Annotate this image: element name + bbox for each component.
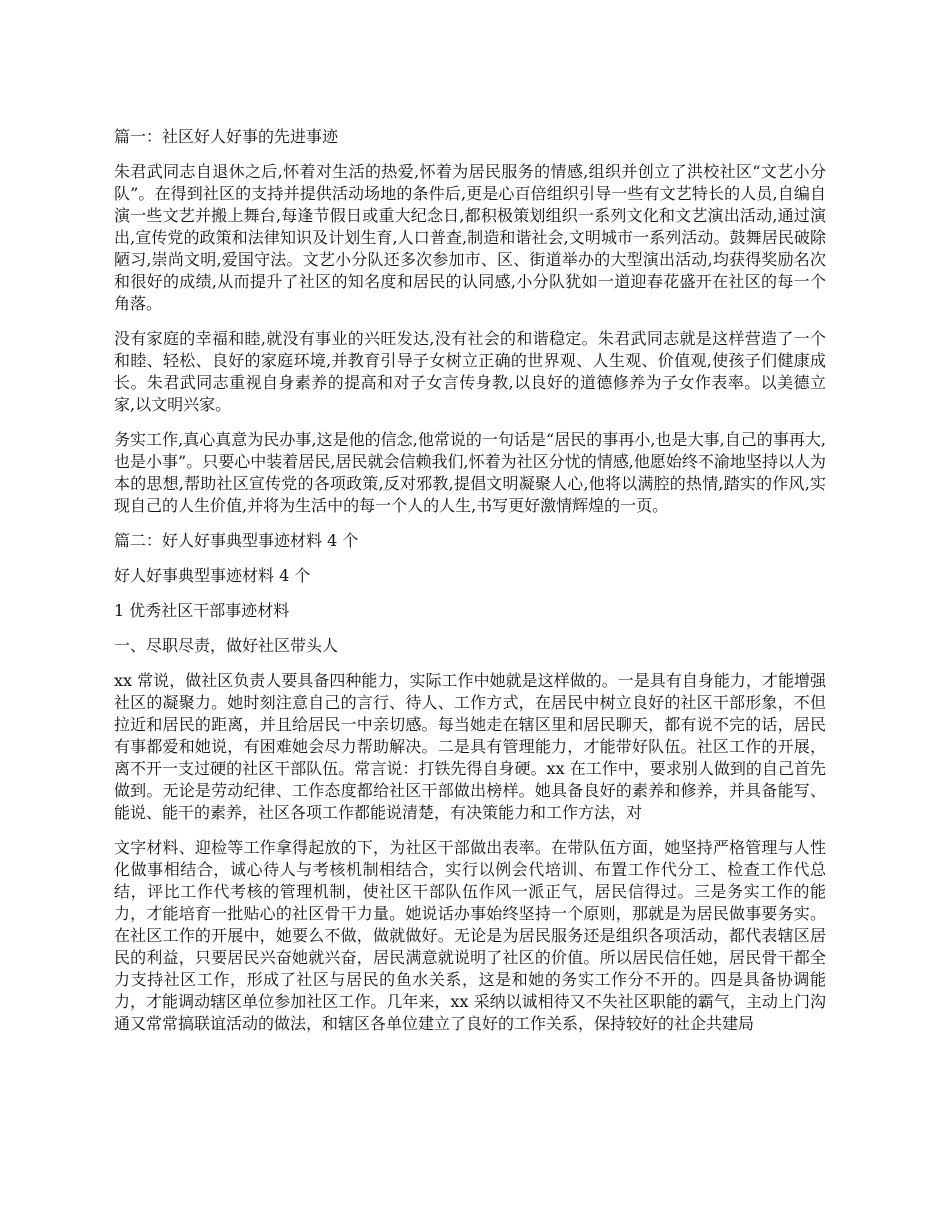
paragraph-family: 没有家庭的幸福和睦,就没有事业的兴旺发达,没有社会的和谐稳定。朱君武同志就是这样营造了一个和睦、轻松、良好的家庭环境,并教育引导子女树立正确的世界观、人生观、价值观,使孩子们健康成长。朱君武同志重视自身素养的提高和对子女言传身教,以良好的道德修养为子女作表率。以美德立家,以文明兴家。 <box>114 329 826 414</box>
paragraph-literary-team: 朱君武同志自退休之后,怀着对生活的热爱,怀着为居民服务的情感,组织并创立了洪校社区“文艺小分队”。在得到社区的支持并提供活动场地的条件后,更是心百倍组织引导一些有文艺特长的人员,自编自演一些文艺并搬上舞台,每逢节假日或重大纪念日,都积极策划组织一系列文化和文艺演出活动,通过演出,宣传党的政策和法律知识及计划生育,人口普查,制造和谐社会,文明城市一系列活动。鼓舞居民破除陋习,崇尚文明,爱国守法。文艺小分队还多次参加市、区、街道举办的大型演出活动,均获得奖励名次和很好的成绩,从而提升了社区的知名度和居民的认同感,小分队犹如一道迎春花盛开在社区的每一个角落。 <box>114 162 826 313</box>
section-heading-2: 篇二：好人好事典型事迹材料 4 个 <box>114 531 359 550</box>
subsection-heading-1: 一、尽职尽责，做好社区带头人 <box>114 636 339 655</box>
document-page <box>114 126 826 1048</box>
paragraph-team-leadership: 文字材料、迎检等工作拿得起放的下，为社区干部做出表率。在带队伍方面，她坚持严格管理与人性化做事相结合，诚心待人与考核机制相结合，实行以例会代培训、布置工作代分工、检查工作代总结，评比工作代考核的管理机制，使社区干部队伍作风一派正气，居民信得过。三是务实工作的能力，才能培育一批贴心的社区骨干力量。她说话办事始终坚持一个原则，那就是为居民做事要务实。在社区工作的开展中，她要么不做，做就做好。无论是为居民服务还是组织各项活动，都代表辖区居民的利益，只要居民兴奋她就兴奋，居民满意就说明了社区的价值。所以居民信任她，居民骨干都全力支持社区工作，形成了社区与居民的鱼水关系，这是和她的务实工作分不开的。四是具备协调能力，才能调动辖区单位参加社区工作。几年来，xx 采纳以诚相待又不失社区职能的霸气，主动上门沟通又常常搞联谊活动的做法，和辖区各单位建立了良好的工作关系，保持较好的社企共建局 <box>114 838 826 1033</box>
document-subtitle: 好人好事典型事迹材料 4 个 <box>114 566 311 585</box>
paragraph-four-abilities: xx 常说，做社区负责人要具备四种能力，实际工作中她就是这样做的。一是具有自身能力，才能增强社区的凝聚力。她时刻注意自己的言行、待人、工作方式，在居民中树立良好的社区干部形象，不但拉近和居民的距离，并且给居民一中亲切感。每当她走在辖区里和居民聊天，都有说不完的话，居民有事都爱和她说，有困难她会尽力帮助解决。二是具有管理能力，才能带好队伍。社区工作的开展，离不开一支过硬的社区干部队伍。常言说：打铁先得自身硬。xx 在工作中，要求别人做到的自己首先做到。无论是劳动纪律、工作态度都给社区干部做出榜样。她具备良好的素养和修养，并具备能写、能说、能干的素养，社区各项工作都能说清楚，有决策能力和工作方法，对 <box>114 671 826 822</box>
item-heading-1: 1 优秀社区干部事迹材料 <box>114 601 290 620</box>
paragraph-practical-work: 务实工作,真心真意为民办事,这是他的信念,他常说的一句话是“居民的事再小,也是大事,自己的事再大,也是小事”。只要心中装着居民,居民就会信赖我们,怀着为社区分忧的情感,他愿始终不渝地坚持以人为本的思想,帮助社区宣传党的各项政策,反对邪教,提倡文明凝聚人心,他将以满腔的热情,踏实的作风,实现自己的人生价值,并将为生活中的每一个人的人生,书写更好激情辉煌的一页。 <box>114 430 826 515</box>
section-heading-1: 篇一：社区好人好事的先进事迹 <box>114 127 339 146</box>
